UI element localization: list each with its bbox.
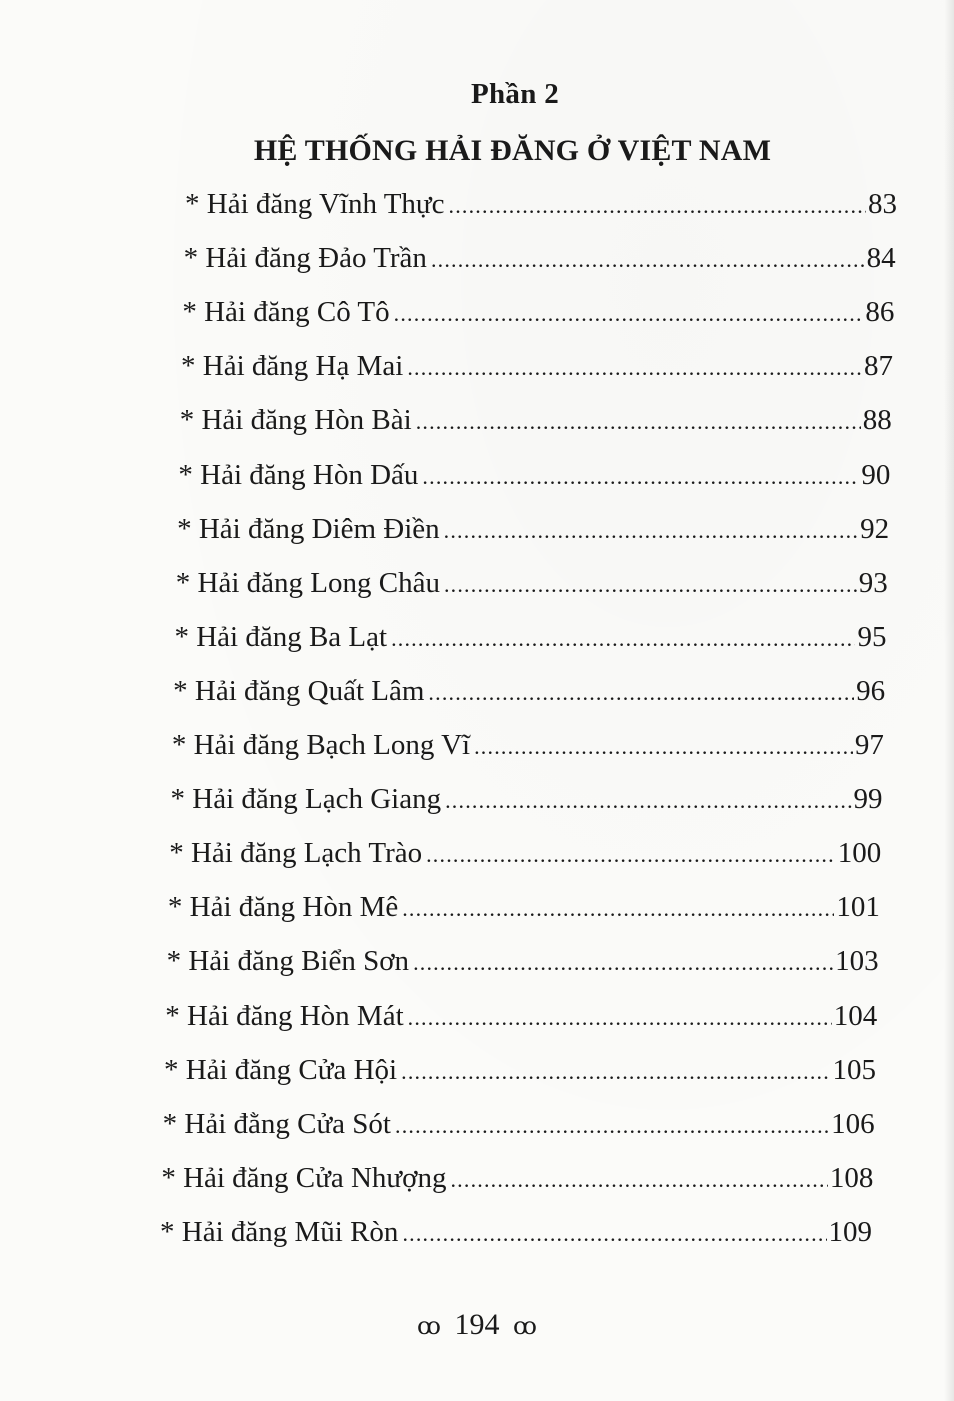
toc-entry-label: * Hải đăng Hòn Dấu [178, 458, 419, 491]
toc-entry-page: 106 [831, 1107, 875, 1140]
toc-entry-page: 90 [861, 458, 891, 491]
toc-entry [184, 240, 896, 278]
toc-entry-label: * Hải đăng Ba Lạt [174, 620, 388, 653]
toc-dot-leader [401, 1054, 830, 1090]
toc-entry [185, 186, 897, 224]
toc-entry [168, 889, 880, 927]
toc-dot-leader [474, 729, 853, 765]
toc-entry [178, 457, 890, 495]
toc-entry-label: * Hải đăng Cô Tô [182, 296, 390, 329]
section-title: Phần 2 [470, 78, 560, 110]
toc-entry [171, 781, 883, 819]
toc-entry-label: * Hải đăng Cửa Hội [163, 1053, 398, 1086]
toc-entry [181, 348, 893, 386]
toc-entry [161, 1160, 873, 1198]
toc-entry [173, 673, 885, 711]
toc-dot-leader [395, 1108, 829, 1144]
toc-entry-label: * Hải đăng Diêm Điền [177, 512, 440, 545]
toc-entry-page: 93 [858, 566, 888, 599]
toc-dot-leader [394, 296, 864, 332]
toc-entry-page: 88 [862, 404, 892, 437]
toc-entry-label: * Hải đăng Bạch Long Vĩ [171, 729, 471, 761]
toc-entry [182, 294, 894, 332]
toc-entry-label: * Hải đăng Đảo Trần [183, 242, 427, 275]
toc-entry [177, 511, 889, 549]
toc-entry-page: 84 [866, 242, 896, 275]
toc-entry-label: * Hải đăng Vĩnh Thực [185, 188, 445, 220]
toc-entry-label: * Hải đăng Long Châu [175, 566, 440, 599]
toc-entry-label: * Hải đăng Quất Lâm [173, 674, 425, 707]
toc-entry [169, 835, 881, 873]
section-heading: HỆ THỐNG HẢI ĐĂNG Ở VIỆT NAM [253, 134, 772, 167]
toc-entry-page: 95 [857, 620, 887, 653]
toc-entry-page: 104 [833, 999, 878, 1032]
toc-dot-leader [391, 621, 855, 657]
toc-entry-label: * Hải đăng Biển Sơn [166, 945, 410, 978]
toc-dot-leader [428, 675, 854, 711]
toc-entry-label: * Hải đằng Cửa Sót [162, 1107, 391, 1140]
toc-dot-leader [444, 567, 857, 603]
toc-entry [167, 943, 879, 981]
toc-entry-label: * Hải đăng Hòn Mê [167, 891, 399, 924]
toc-entry-label: * Hải đăng Lạch Giang [170, 783, 442, 816]
toc-entry-page: 108 [829, 1161, 874, 1194]
toc-dot-leader [402, 1216, 826, 1252]
toc-entry-label: * Hải đăng Hòn Mát [165, 999, 404, 1032]
toc-entry-page: 99 [853, 783, 883, 816]
toc-dot-leader [450, 1162, 827, 1198]
toc-entry-page: 109 [828, 1215, 872, 1248]
left-ornament-icon: ꝏ [417, 1314, 441, 1340]
toc-dot-leader [426, 837, 836, 873]
toc-entry-page: 101 [836, 891, 880, 924]
toc-entry-page: 100 [837, 837, 882, 870]
toc-entry [176, 565, 888, 603]
toc-entry-label: * Hải đăng Lạch Trào [169, 837, 423, 870]
toc-entry [160, 1214, 872, 1252]
toc-entry-page: 97 [854, 729, 884, 761]
toc-entry [180, 402, 892, 440]
toc-dot-leader [413, 945, 833, 981]
toc-entry-label: * Hải đăng Hạ Mai [181, 350, 404, 383]
toc-dot-leader [444, 513, 858, 549]
toc-dot-leader [407, 350, 862, 386]
toc-entry-page: 92 [860, 512, 890, 545]
toc-entry [165, 998, 877, 1036]
toc-dot-leader [416, 404, 861, 440]
toc-dot-leader [449, 188, 867, 224]
toc-entry-label: * Hải đăng Mũi Ròn [160, 1215, 399, 1248]
right-ornament-icon: ꝏ [513, 1314, 537, 1340]
toc-entry-page: 83 [868, 188, 897, 220]
toc-entry [172, 727, 884, 765]
toc-entry-label: * Hải đăng Cửa Nhượng [161, 1161, 447, 1194]
toc-dot-leader [408, 1000, 832, 1036]
toc-dot-leader [431, 242, 865, 278]
toc-dot-leader [422, 459, 859, 495]
toc-entry-page: 105 [832, 1053, 876, 1086]
toc-entry [164, 1052, 876, 1090]
toc-entry-page: 96 [856, 674, 886, 707]
toc-entry-label: * Hải đăng Hòn Bài [179, 404, 412, 437]
page-folio [0, 1308, 954, 1342]
page-number: 194 [454, 1308, 500, 1341]
toc-entry-page: 86 [865, 296, 895, 329]
toc-dot-leader [445, 783, 851, 819]
toc-entry-page: 103 [835, 945, 879, 978]
toc-dot-leader [402, 891, 834, 927]
toc-entry-page: 87 [864, 350, 894, 383]
toc-entry [174, 619, 886, 657]
toc-entry [163, 1106, 875, 1144]
